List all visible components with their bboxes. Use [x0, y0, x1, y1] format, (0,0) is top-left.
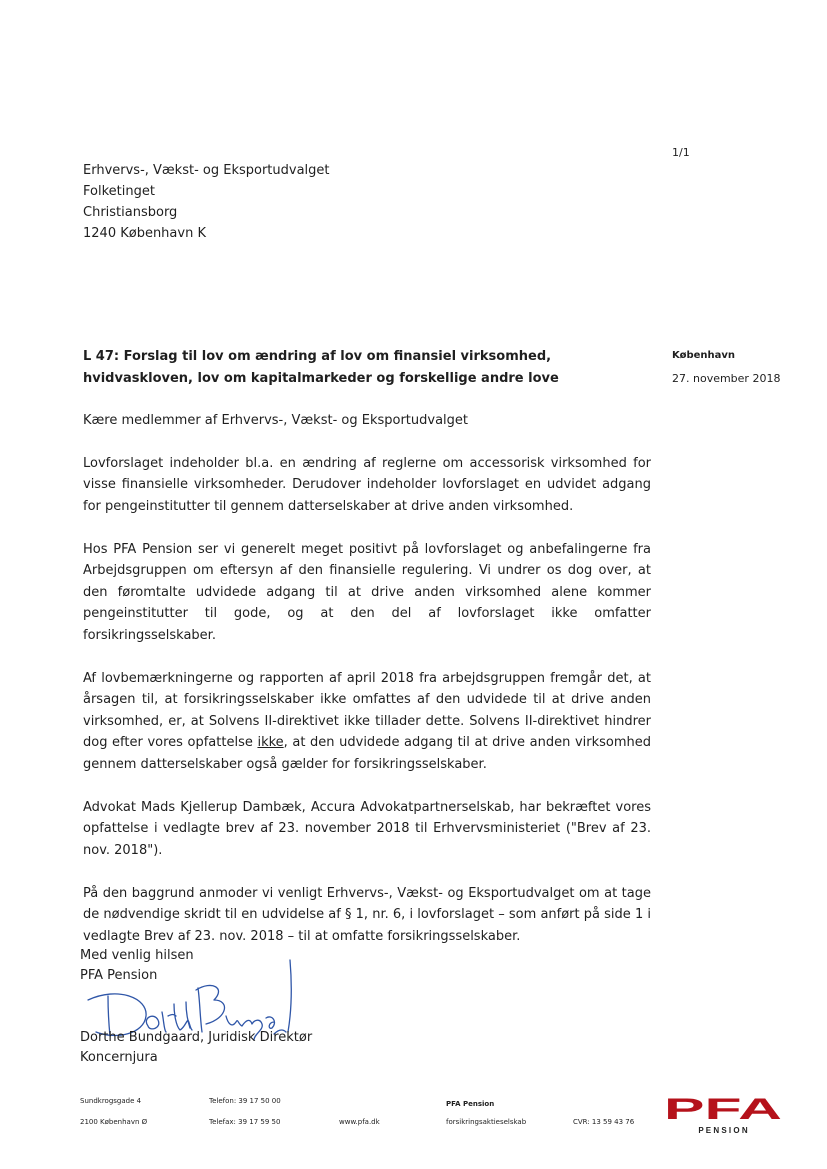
footer-fax: Telefax: 39 17 59 50 [209, 1118, 281, 1126]
recipient-line-4: 1240 København K [83, 226, 206, 241]
footer-cvr: CVR: 13 59 43 76 [573, 1118, 635, 1126]
footer-phone: Telefon: 39 17 50 00 [209, 1097, 281, 1105]
recipient-line-3: Christiansborg [83, 205, 178, 220]
footer-street: Sundkrogsgade 4 [80, 1097, 142, 1105]
paragraph-3-part-a: Af lovbemærkningerne og rapporten af april 2018 fra arbejdsgruppen fremgår det, at årsagen til, at forsikringsselskaber ikke omfattes af den udvidede til at drive anden virksomhed, er, at Solvens II-direktivet ikke tillader dette. Solvens II-direktivet hindrer dog efter vores opfattelse [83, 670, 651, 750]
paragraph-3-part-b: , at den udvidede adgang til at drive anden virksomhed gennem datterselskaber også gælder for forsikringsselskaber. [83, 735, 652, 772]
closing-company: PFA Pension [80, 968, 158, 983]
paragraph-1: Lovforslaget indeholder bl.a. en ændring af reglerne om accessorisk virksomhed for visse finansielle virksomheder. Derudover indeholder lovforslaget en udvidet adgang for pengeinstitutter til gennem datterselskaber at drive anden virksomhed. [83, 455, 651, 514]
recipient-line-2: Folketinget [83, 184, 155, 199]
paragraph-4: Advokat Mads Kjellerup Dambæk, Accura Advokatpartnerselskab, har bekræftet vores opfattelse i vedlagte brev af 23. november 2018 til Erhvervsministeriet ("Brev af 23. nov. 2018"). [83, 799, 651, 858]
page-number: 1/1 [672, 146, 690, 159]
footer-web: www.pfa.dk [339, 1118, 380, 1126]
paragraph-3 [83, 668, 651, 776]
paragraph-2: Hos PFA Pension ser vi generelt meget positivt på lovforslaget og anbefalingerne fra Arbejdsgruppen om eftersyn af den finansielle regulering. Vi undrer os dog over, at den føromtalte udvidede adgang til at drive anden virksomhed alene kommer pengeinstitutter til gode, og at den del af lovforslaget ikke omfatter forsikringsselskaber. [83, 541, 651, 643]
logo-sub: P E N S I O N [698, 1126, 748, 1135]
salutation: Kære medlemmer af Erhvervs-, Vækst- og Eksportudvalget [83, 413, 468, 428]
letter-city: København [672, 350, 736, 361]
handwritten-signature [78, 948, 318, 1043]
pfa-pension-logo [662, 1095, 784, 1135]
signer-name: Dorthe Bundgaard, Juridisk Direktør [80, 1030, 313, 1045]
footer-company-name: PFA Pension [446, 1100, 495, 1108]
footer-postal: 2100 København Ø [80, 1118, 148, 1126]
letter-date: 27. november 2018 [672, 372, 781, 385]
closing-greeting: Med venlig hilsen [80, 948, 194, 963]
paragraph-5: På den baggrund anmoder vi venligt Erhvervs-, Vækst- og Eksportudvalget om at tage de nødvendige skridt til en udvidelse af § 1, nr. 6, i lovforslaget – som anført på side 1 i vedlagte Brev af 23. nov. 2018 – til at omfatte forsikringsselskaber. [83, 885, 651, 944]
recipient-address [83, 160, 330, 244]
emphasis-ikke: ikke [257, 735, 284, 750]
recipient-line-1: Erhvervs-, Vækst- og Eksportudvalget [83, 163, 330, 178]
letter-body [83, 410, 651, 969]
logo-word: PFA [664, 1095, 782, 1126]
letter-subject: L 47: Forslag til lov om ændring af lov om finansiel virksomhed, hvidvaskloven, lov om kapitalmarkeder og forskellige andre love [83, 349, 559, 386]
signer-department: Koncernjura [80, 1050, 158, 1065]
footer-company-type: forsikringsaktieselskab [446, 1118, 527, 1126]
